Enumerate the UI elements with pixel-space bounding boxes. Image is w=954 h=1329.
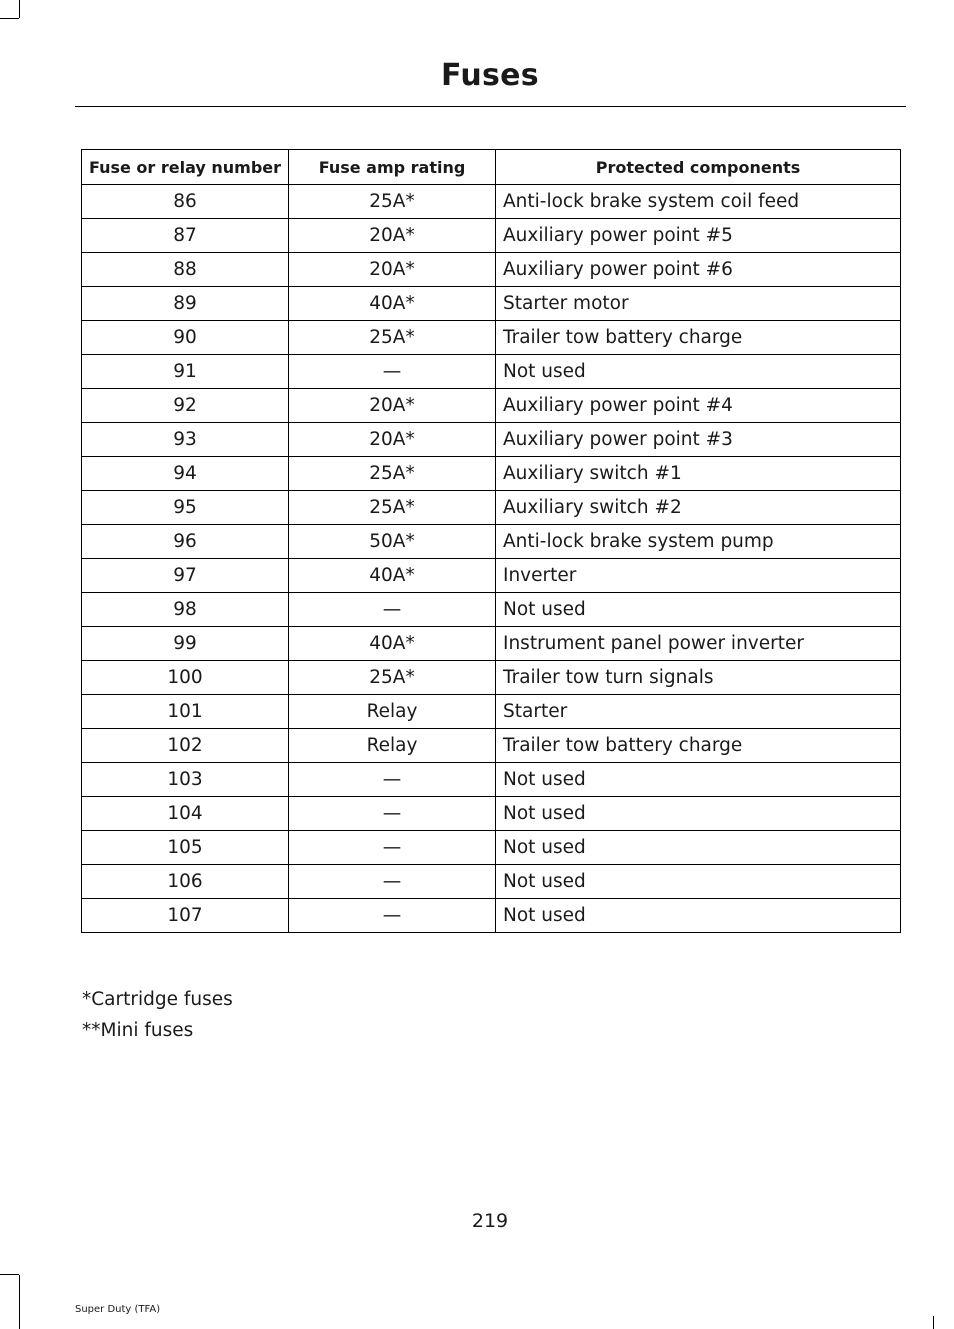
fuse-number-cell: 87 — [82, 219, 289, 253]
table-row — [82, 457, 901, 491]
table-row — [82, 525, 901, 559]
protected-component-cell: Not used — [496, 865, 901, 899]
protected-component-cell: Auxiliary switch #1 — [496, 457, 901, 491]
table-row — [82, 287, 901, 321]
table-row — [82, 729, 901, 763]
fuse-number-cell: 92 — [82, 389, 289, 423]
fuse-number-cell: 97 — [82, 559, 289, 593]
table-row — [82, 185, 901, 219]
fuse-number-cell: 88 — [82, 253, 289, 287]
protected-component-cell: Auxiliary power point #3 — [496, 423, 901, 457]
table-row — [82, 661, 901, 695]
amp-rating-cell: 50A* — [289, 525, 496, 559]
column-header-protected-components: Protected components — [496, 150, 901, 185]
amp-rating-cell: 25A* — [289, 457, 496, 491]
title-divider — [75, 106, 906, 107]
protected-component-cell: Instrument panel power inverter — [496, 627, 901, 661]
amp-rating-cell: — — [289, 355, 496, 389]
fuse-number-cell: 90 — [82, 321, 289, 355]
table-row — [82, 627, 901, 661]
fuse-number-cell: 104 — [82, 797, 289, 831]
fuse-number-cell: 101 — [82, 695, 289, 729]
table-row — [82, 865, 901, 899]
fuse-number-cell: 103 — [82, 763, 289, 797]
table-row — [82, 797, 901, 831]
fuse-number-cell: 93 — [82, 423, 289, 457]
amp-rating-cell: 25A* — [289, 491, 496, 525]
protected-component-cell: Auxiliary power point #5 — [496, 219, 901, 253]
table-row — [82, 355, 901, 389]
column-header-fuse-number: Fuse or relay number — [82, 150, 289, 185]
table-row — [82, 831, 901, 865]
fuse-table — [81, 149, 901, 933]
protected-component-cell: Not used — [496, 763, 901, 797]
protected-component-cell: Not used — [496, 831, 901, 865]
table-row — [82, 899, 901, 933]
fuse-number-cell: 106 — [82, 865, 289, 899]
amp-rating-cell: 20A* — [289, 389, 496, 423]
protected-component-cell: Inverter — [496, 559, 901, 593]
table-row — [82, 763, 901, 797]
crop-mark-bottom-left-vertical — [19, 1275, 20, 1329]
amp-rating-cell: — — [289, 593, 496, 627]
table-row — [82, 423, 901, 457]
fuse-number-cell: 105 — [82, 831, 289, 865]
amp-rating-cell: 25A* — [289, 321, 496, 355]
page-title: Fuses — [441, 58, 539, 93]
protected-component-cell: Trailer tow turn signals — [496, 661, 901, 695]
amp-rating-cell: 20A* — [289, 253, 496, 287]
table-row — [82, 321, 901, 355]
fuse-number-cell: 102 — [82, 729, 289, 763]
protected-component-cell: Not used — [496, 593, 901, 627]
amp-rating-cell: — — [289, 865, 496, 899]
protected-component-cell: Anti-lock brake system pump — [496, 525, 901, 559]
crop-mark-top-left-vertical — [19, 0, 20, 18]
protected-component-cell: Auxiliary power point #6 — [496, 253, 901, 287]
amp-rating-cell: 25A* — [289, 185, 496, 219]
fuse-number-cell: 89 — [82, 287, 289, 321]
table-row — [82, 593, 901, 627]
footnote-cartridge-fuses: *Cartridge fuses — [82, 989, 233, 1010]
protected-component-cell: Not used — [496, 797, 901, 831]
crop-mark-bottom-left-horizontal — [0, 1274, 19, 1275]
amp-rating-cell: Relay — [289, 695, 496, 729]
fuse-number-cell: 86 — [82, 185, 289, 219]
table-header-row — [82, 150, 901, 185]
fuse-number-cell: 98 — [82, 593, 289, 627]
amp-rating-cell: — — [289, 797, 496, 831]
protected-component-cell: Auxiliary switch #2 — [496, 491, 901, 525]
amp-rating-cell: 40A* — [289, 559, 496, 593]
crop-mark-bottom-right-vertical — [933, 1316, 934, 1329]
protected-component-cell: Trailer tow battery charge — [496, 729, 901, 763]
amp-rating-cell: 20A* — [289, 423, 496, 457]
amp-rating-cell: 25A* — [289, 661, 496, 695]
fuse-number-cell: 107 — [82, 899, 289, 933]
protected-component-cell: Starter motor — [496, 287, 901, 321]
amp-rating-cell: — — [289, 831, 496, 865]
footnote-mini-fuses: **Mini fuses — [82, 1020, 194, 1041]
fuse-number-cell: 91 — [82, 355, 289, 389]
protected-component-cell: Starter — [496, 695, 901, 729]
fuse-number-cell: 99 — [82, 627, 289, 661]
table-row — [82, 253, 901, 287]
fuse-number-cell: 96 — [82, 525, 289, 559]
protected-component-cell: Anti-lock brake system coil feed — [496, 185, 901, 219]
amp-rating-cell: — — [289, 763, 496, 797]
protected-component-cell: Auxiliary power point #4 — [496, 389, 901, 423]
table-row — [82, 695, 901, 729]
table-body — [82, 185, 901, 933]
table-row — [82, 491, 901, 525]
amp-rating-cell: 40A* — [289, 287, 496, 321]
amp-rating-cell: 20A* — [289, 219, 496, 253]
table-row — [82, 559, 901, 593]
fuse-number-cell: 95 — [82, 491, 289, 525]
table-row — [82, 219, 901, 253]
document-footer-label: Super Duty (TFA) — [75, 1304, 161, 1315]
protected-component-cell: Trailer tow battery charge — [496, 321, 901, 355]
table-row — [82, 389, 901, 423]
page-number: 219 — [471, 1210, 509, 1232]
fuse-number-cell: 100 — [82, 661, 289, 695]
protected-component-cell: Not used — [496, 899, 901, 933]
crop-mark-top-left-horizontal — [0, 18, 19, 19]
fuse-number-cell: 94 — [82, 457, 289, 491]
amp-rating-cell: Relay — [289, 729, 496, 763]
column-header-amp-rating: Fuse amp rating — [289, 150, 496, 185]
amp-rating-cell: 40A* — [289, 627, 496, 661]
protected-component-cell: Not used — [496, 355, 901, 389]
amp-rating-cell: — — [289, 899, 496, 933]
